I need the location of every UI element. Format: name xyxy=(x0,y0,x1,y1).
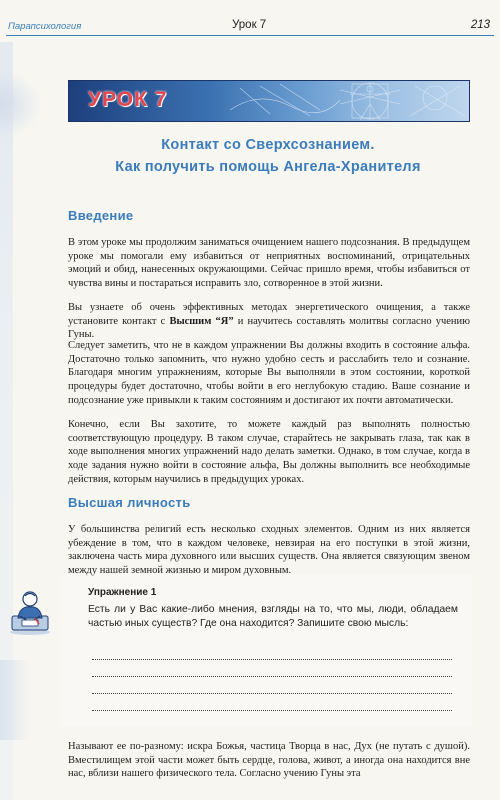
chapter-title-line1: Контакт со Сверхсознанием. xyxy=(161,137,375,153)
answer-line[interactable] xyxy=(92,676,452,677)
section-heading-intro: Введение xyxy=(68,208,134,223)
page-header xyxy=(0,0,500,40)
header-lesson: Урок 7 xyxy=(232,19,267,31)
banner-illustration xyxy=(220,80,470,122)
header-section-name: Парапсихология xyxy=(8,21,82,32)
answer-line[interactable] xyxy=(92,710,452,711)
exercise-heading: Упражнение 1 xyxy=(88,587,157,598)
chapter-title xyxy=(68,134,468,178)
side-shadow-decoration xyxy=(0,70,42,140)
paragraph-religions: У большинства религий есть несколько сходных элементов. Одним из них является убеждение в том, что в каждом человеке, невзирая на его поступки в этой жизни, заключена часть мира духовного или высших существ. Она является связующим звеном между нашей земной жизнью и миром духовным. xyxy=(68,524,470,577)
person-writing-icon xyxy=(8,588,52,636)
higher-self-term: Высшим “Я” xyxy=(169,315,234,327)
paragraph-methods xyxy=(68,301,470,342)
paragraph-methods-text: Вы узнаете об очень эффективных методах энергетического очищения, а также установите контакт с xyxy=(68,302,470,327)
lesson-banner xyxy=(68,80,470,122)
paragraph-intro: В этом уроке мы продолжим заниматься очищением нашего подсознания. В предыдущем уроке мы помогали ему избавиться от неприятных воспоминаний, отрицательных эмоций и обид, нанесенных окружающими. Сейчас пришло время, чтобы избавиться от чувства вины и постараться исправить зло, сотворенное в этой жизни. xyxy=(68,237,470,290)
section-heading-higher-self: Высшая личность xyxy=(68,495,191,510)
answer-line[interactable] xyxy=(92,659,452,660)
page-number: 213 xyxy=(470,19,490,31)
side-decoration-lower xyxy=(0,660,30,740)
paragraph-procedure: Конечно, если Вы захотите, то можете каждый раз выполнять полностью соответствующую процедуру. В таком случае, старайтесь не закрывать глаза, так как в ходе выполнения многих упражнений надо делать заметки. Однако, в том случае, когда в ходе задания нужно войти в состояние альфа, Вы должны выполнить все необходимые действия, которым научились в предыдущих уроках. xyxy=(68,419,470,485)
paragraph-alpha-state: Следует заметить, что не в каждом упражнении Вы должны входить в состояние альфа. Достаточно только запомнить, что нужно удобно сесть и расслабить тело и сознание. Благодаря многим упражнениям, которые Вы выполняли в этом состоянии, короткой процедуры будет достаточно, чтобы войти в его неглубокую стадию. Ваше сознание и подсознание уже привыкли к таким состояниям и достигают их почти автоматически. xyxy=(68,340,470,406)
header-divider xyxy=(6,35,494,36)
paragraph-spirit-names: Называют ее по-разному: искра Божья, частица Творца в нас, Дух (не путать с душой). Вместилищем этой части может быть сердце, голова, живот, а иногда она находится вне нас, вблизи нашего физического тела. Согласно учению Гуны эта xyxy=(68,741,470,780)
answer-line[interactable] xyxy=(92,693,452,694)
banner-title: УРОК 7 xyxy=(88,88,168,111)
exercise-question: Есть ли у Вас какие-либо мнения, взгляды на то, что мы, люди, обладаем частью иных существ? Где она находится? Запишите свою мысль: xyxy=(88,604,458,629)
paragraph-methods-text-end: и научитесь составлять молитвы согласно учению Гуны. xyxy=(68,315,470,341)
chapter-title-line2: Как получить помощь Ангела-Хранителя xyxy=(115,159,421,175)
